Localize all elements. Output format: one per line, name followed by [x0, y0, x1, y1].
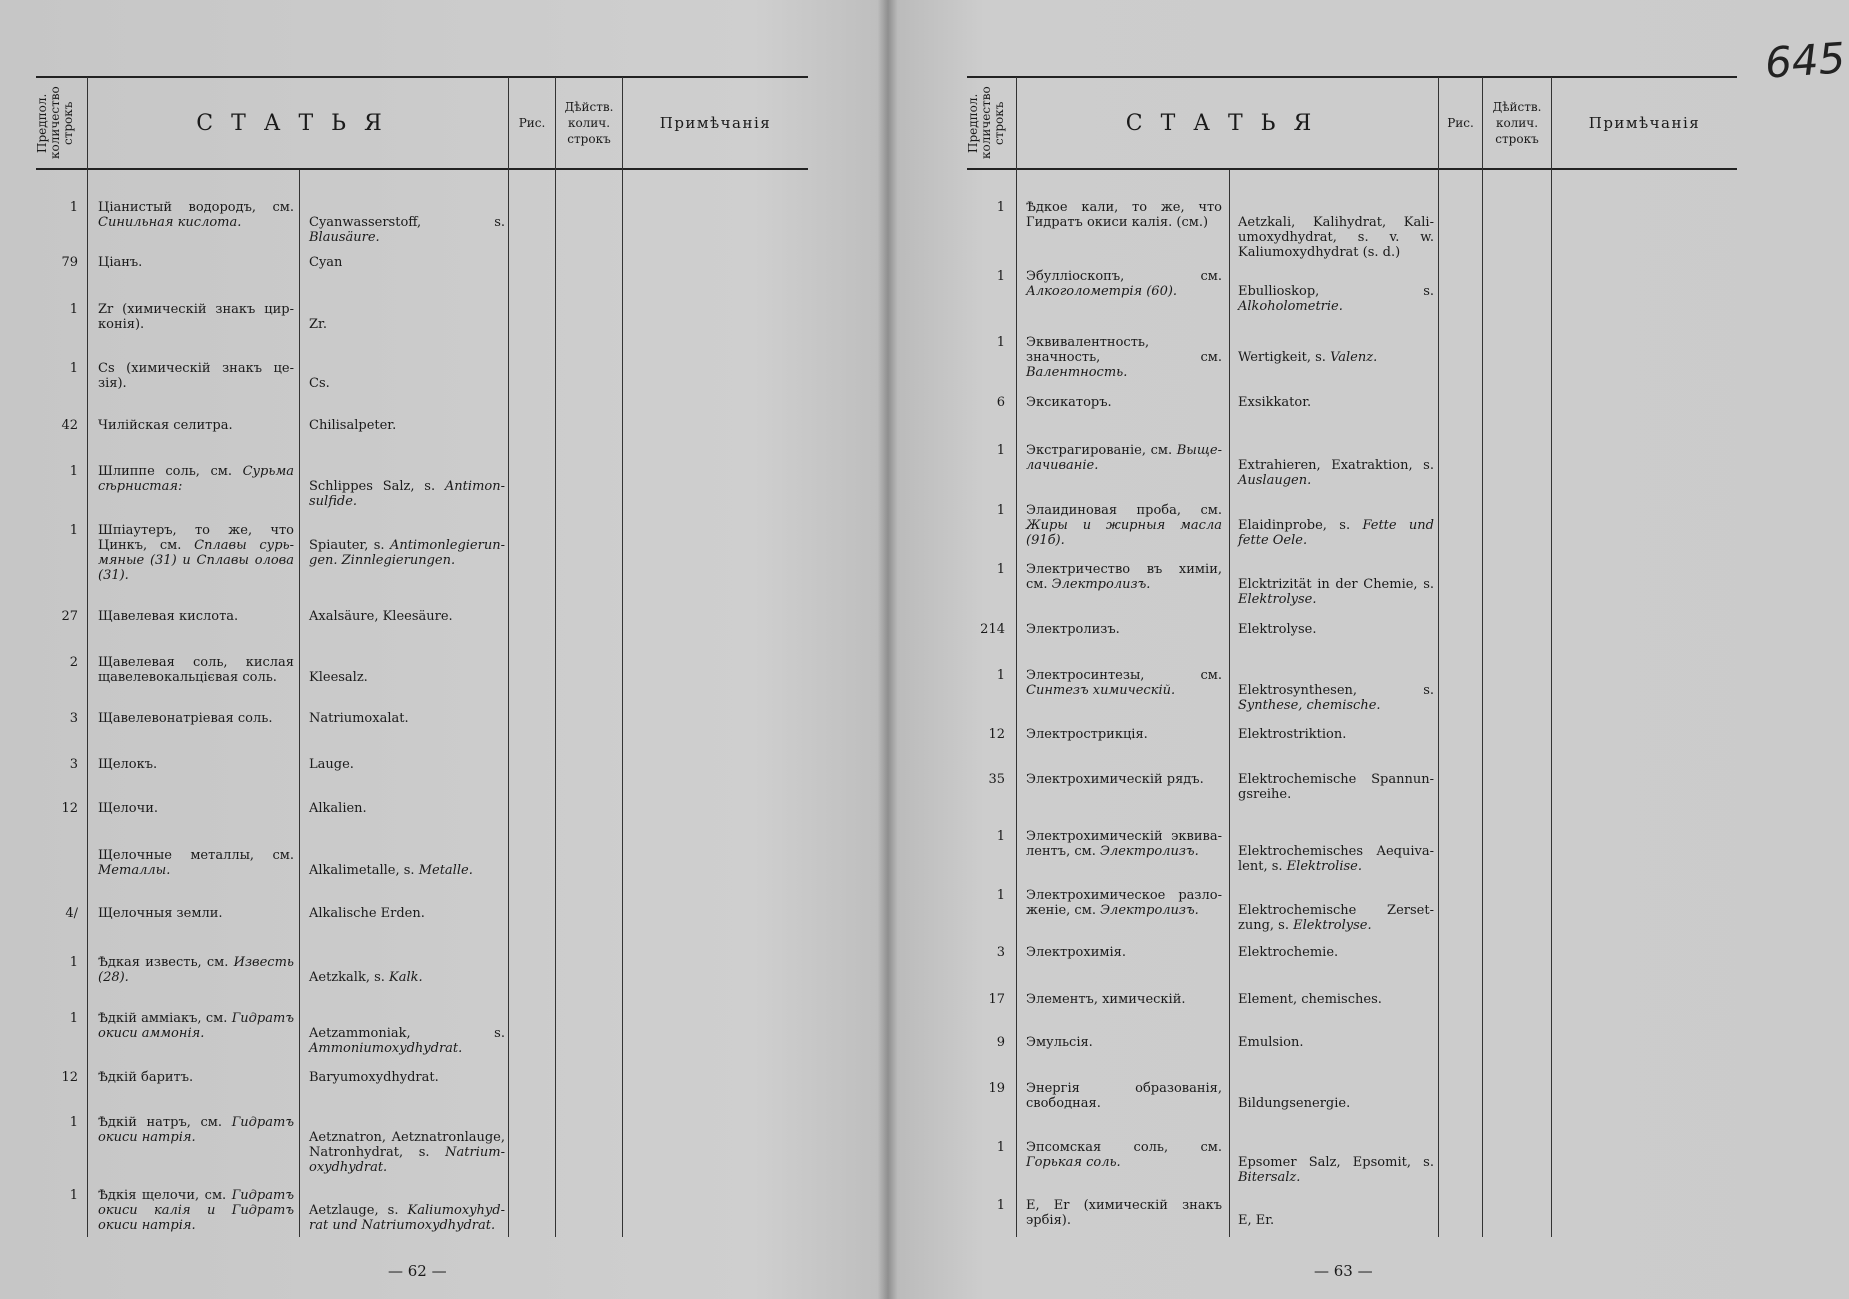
article-german — [1238, 284, 1434, 314]
article-russian — [98, 200, 294, 230]
article-german — [309, 711, 505, 726]
article-german — [1238, 622, 1434, 637]
column-divider — [555, 77, 556, 1237]
article-german-text: Extrahieren, Exatraktion, s. — [1238, 458, 1434, 473]
article-german — [309, 1070, 505, 1085]
article-german-text: Cyanwasserstoff, s. — [309, 215, 505, 230]
article-german-text: Element, chemisches. — [1238, 992, 1382, 1007]
header-bottom-rule — [967, 168, 1737, 170]
article-german — [309, 1203, 505, 1233]
line-count: 42 — [61, 418, 78, 433]
article-russian — [1026, 829, 1222, 859]
article-german-text: Aetznatron, Aetznatronlauge, Natronhydrat, s. — [309, 1130, 505, 1160]
line-count: 1 — [996, 829, 1005, 844]
line-count: 1 — [69, 302, 78, 317]
article-german-text: Elektrochemische Spannungsreihe. — [1238, 772, 1434, 802]
article-german — [309, 215, 505, 245]
article-german — [1238, 1155, 1434, 1185]
article-german — [309, 863, 505, 878]
column-divider — [1551, 77, 1552, 1237]
line-count: 12 — [61, 1070, 78, 1085]
article-russian — [98, 801, 294, 816]
article-russian-reference: Горькая соль. — [1026, 1155, 1121, 1170]
line-count: 1 — [69, 464, 78, 479]
article-german-text: Kleesalz. — [309, 670, 368, 685]
line-count: 1 — [69, 1011, 78, 1026]
article-russian — [98, 523, 294, 583]
article-german-text: Alkalimetalle, s. — [309, 863, 415, 878]
article-german — [1238, 215, 1434, 260]
article-russian — [1026, 395, 1222, 410]
line-count: 3 — [996, 945, 1005, 960]
header-actual-count-column: Дѣйств. колич. строкъ — [564, 100, 614, 146]
column-divider — [1482, 77, 1483, 1237]
article-russian — [98, 361, 294, 391]
article-russian-text: Ѣдкій амміакъ, см. — [98, 1011, 228, 1026]
article-russian-text: Электрохимическій рядъ. — [1026, 772, 1204, 787]
article-russian-text: Zr (химическій знакъ цирконія). — [98, 302, 294, 332]
line-count: 1 — [69, 361, 78, 376]
article-russian-text: Ѣдкое кали, то же, что Гидратъ окиси калія. (см.) — [1026, 200, 1222, 230]
article-german-text: Baryumoxydhydrat. — [309, 1070, 439, 1085]
line-count: 35 — [988, 772, 1005, 787]
article-german-text: Zr. — [309, 317, 327, 332]
article-russian-text: Электрохимическій эквивалентъ, см. — [1026, 829, 1222, 859]
article-german-text: Elektrochemie. — [1238, 945, 1339, 960]
article-russian — [1026, 888, 1222, 918]
article-russian — [1026, 727, 1222, 742]
column-divider — [87, 77, 88, 1237]
article-russian — [1026, 335, 1222, 380]
article-russian-text: Ціанъ. — [98, 255, 143, 270]
article-russian-reference: Валентность. — [1026, 365, 1128, 380]
article-russian-text: Шпіаутеръ, то же, что Цинкъ, см. — [98, 523, 294, 553]
article-german-text: Cs. — [309, 376, 330, 391]
article-german — [309, 418, 505, 433]
article-german-reference: Antimonlegierungen. Zinnlegierungen. — [309, 538, 505, 568]
line-count: 12 — [988, 727, 1005, 742]
header-count-column: Предпол. количество строкъ — [35, 86, 75, 160]
article-german-reference: Valenz. — [1330, 350, 1378, 365]
article-russian-text: Щелокъ. — [98, 757, 158, 772]
article-german-reference: Natriumoxydhydrat. — [309, 1145, 505, 1175]
line-count: 2 — [69, 655, 78, 670]
line-count: 1 — [996, 562, 1005, 577]
article-russian-text: Эксикаторъ. — [1026, 395, 1112, 410]
article-german-text: Wertigkeit, s. — [1238, 350, 1326, 365]
article-german — [1238, 727, 1434, 742]
article-german — [309, 317, 505, 332]
article-russian — [98, 711, 294, 726]
article-russian — [98, 464, 294, 494]
article-german-text: Spiauter, s. — [309, 538, 385, 553]
article-german-reference: Kalk. — [389, 970, 423, 985]
article-russian-reference: Сплавы сурьмяные (31) и Сплавы олова (31). — [98, 538, 294, 583]
article-german-reference: Fette und fette Oele. — [1238, 518, 1434, 548]
line-count: 1 — [996, 888, 1005, 903]
header-article-column: СТАТЬЯ — [196, 110, 400, 136]
article-russian — [1026, 443, 1222, 473]
article-russian — [1026, 772, 1222, 787]
article-russian-text: Электрохимическое разложеніе, см. — [1026, 888, 1222, 918]
article-russian — [1026, 1081, 1222, 1111]
article-german-text: Elektrostriktion. — [1238, 727, 1347, 742]
header-article-column: СТАТЬЯ — [1125, 110, 1330, 136]
article-russian-text: Эпсомская соль, см. — [1026, 1140, 1222, 1155]
article-german-text: Emulsion. — [1238, 1035, 1304, 1050]
header-figure-column: Рис. — [1447, 116, 1474, 130]
article-russian-text: Cs (химическій знакъ цезія). — [98, 361, 294, 391]
article-german — [309, 538, 505, 568]
line-count: 12 — [61, 801, 78, 816]
article-russian — [1026, 668, 1222, 698]
article-german-text: Chilisalpeter. — [309, 418, 397, 433]
article-german-reference: Elektrolyse. — [1238, 592, 1317, 607]
article-russian-text: Элементъ, химическій. — [1026, 992, 1186, 1007]
line-count: 79 — [61, 255, 78, 270]
article-german-text: Aetzkalk, s. — [309, 970, 385, 985]
line-count: 1 — [996, 1140, 1005, 1155]
article-russian — [98, 906, 294, 921]
line-count: 17 — [988, 992, 1005, 1007]
article-russian — [1026, 200, 1222, 230]
column-divider — [1438, 77, 1439, 1237]
article-german — [1238, 945, 1434, 960]
article-german-text: Elektrosynthesen, s. — [1238, 683, 1434, 698]
article-russian-reference: Металлы. — [98, 863, 171, 878]
header-notes-column: Примѣчанія — [659, 114, 772, 132]
article-german — [309, 1026, 505, 1056]
article-german-reference: Bitersalz. — [1238, 1170, 1301, 1185]
article-russian-text: Элаидиновая проба, см. — [1026, 503, 1222, 518]
article-russian-reference: Известь (28). — [98, 955, 294, 985]
article-german-reference: Alkoholometrie. — [1238, 299, 1343, 314]
header-count-column: Предпол. количество строкъ — [966, 86, 1006, 160]
article-russian — [1026, 269, 1222, 299]
article-russian-text: Щелочи. — [98, 801, 159, 816]
article-russian — [1026, 622, 1222, 637]
handwritten-number: 645 — [1763, 33, 1847, 88]
article-german-reference: Ammoniumoxydhydrat. — [309, 1041, 463, 1056]
article-russian-text: Щавелевая кислота. — [98, 609, 239, 624]
header-actual-count-column: Дѣйств. колич. строкъ — [1492, 100, 1542, 146]
header-notes-column: Примѣчанія — [1588, 114, 1701, 132]
article-russian-text: Ѣдкій натръ, см. — [98, 1115, 223, 1130]
article-russian-reference: Жиры и жирныя масла (91б). — [1026, 518, 1222, 548]
article-german — [1238, 992, 1434, 1007]
article-german-text: Cyan — [309, 255, 343, 270]
article-russian — [1026, 503, 1222, 548]
line-count: 1 — [996, 200, 1005, 215]
article-german — [1238, 458, 1434, 488]
article-german-text: Elektrochemische Zersetzung, s. — [1238, 903, 1434, 933]
article-russian — [1026, 1035, 1222, 1050]
article-russian-text: Шлиппе соль, см. — [98, 464, 232, 479]
line-count: 1 — [996, 443, 1005, 458]
line-count: 1 — [69, 200, 78, 215]
article-german-text: Elcktrizität in der Chemie, s. — [1238, 577, 1434, 592]
line-count: 1 — [996, 269, 1005, 284]
article-german — [309, 970, 505, 985]
line-count: 4/ — [65, 906, 78, 921]
page-number-right: — 63 — — [1314, 1262, 1373, 1280]
article-german-reference: Antimonsulfide. — [309, 479, 505, 509]
line-count: 1 — [69, 955, 78, 970]
article-german — [1238, 683, 1434, 713]
article-russian-text: Ѣдкія щелочи, см. — [98, 1188, 227, 1203]
article-russian-text: Ѣдкій баритъ. — [98, 1070, 194, 1085]
article-russian-text: Электролизъ. — [1026, 622, 1120, 637]
left-page — [0, 0, 888, 1299]
article-russian — [1026, 562, 1222, 592]
article-russian — [98, 1011, 294, 1041]
article-german — [1238, 844, 1434, 874]
article-german — [309, 757, 505, 772]
column-divider — [299, 170, 300, 1237]
article-russian-reference: Сурьма сѣрнистая: — [98, 464, 294, 494]
article-german-text: Schlippes Salz, s. — [309, 479, 436, 494]
line-count: 1 — [996, 668, 1005, 683]
article-german-reference: Blausäure. — [309, 230, 380, 245]
article-german-reference: Metalle. — [418, 863, 473, 878]
line-count: 9 — [996, 1035, 1005, 1050]
article-german-reference: Synthese, chemische. — [1238, 698, 1381, 713]
article-russian-reference: Гидратъ окиси аммонія. — [98, 1011, 294, 1041]
page-number-left: — 62 — — [388, 1262, 447, 1280]
line-count: 27 — [61, 609, 78, 624]
article-russian — [98, 302, 294, 332]
article-german-text: Axalsäure, Kleesäure. — [309, 609, 453, 624]
article-russian-text: Чилійская селитра. — [98, 418, 233, 433]
line-count: 1 — [69, 523, 78, 538]
article-russian-text: Электрохимія. — [1026, 945, 1126, 960]
article-german — [1238, 518, 1434, 548]
column-divider — [508, 77, 509, 1237]
article-russian — [98, 609, 294, 624]
book-gutter — [878, 0, 898, 1299]
line-count: 1 — [996, 503, 1005, 518]
article-russian-reference: Электролизъ. — [1100, 844, 1199, 859]
article-russian-reference: Синильная кислота. — [98, 215, 242, 230]
article-russian — [1026, 1198, 1222, 1228]
article-russian-text: Ціанистый водородъ, см. — [98, 200, 294, 215]
line-count: 1 — [996, 1198, 1005, 1213]
article-german-text: E, Er. — [1238, 1213, 1275, 1228]
article-german-text: Exsikkator. — [1238, 395, 1312, 410]
article-german-text: Elaidinprobe, s. — [1238, 518, 1351, 533]
line-count: 19 — [988, 1081, 1005, 1096]
article-russian-reference: Гидратъ окиси калія и Гидратъ окиси натрія. — [98, 1188, 294, 1233]
article-german — [309, 255, 505, 270]
article-german — [1238, 1213, 1434, 1228]
article-german — [1238, 903, 1434, 933]
article-german — [1238, 395, 1434, 410]
article-german — [309, 906, 505, 921]
article-russian — [1026, 992, 1222, 1007]
article-german-text: Alkalien. — [309, 801, 367, 816]
article-russian — [98, 848, 294, 878]
article-german-reference: Auslaugen. — [1238, 473, 1312, 488]
article-russian — [98, 1070, 294, 1085]
article-german-text: Aetzammoniak, s. — [309, 1026, 505, 1041]
line-count: 6 — [996, 395, 1005, 410]
article-german — [309, 376, 505, 391]
article-russian-text: Энергія образованія, свободная. — [1026, 1081, 1222, 1111]
article-russian — [1026, 945, 1222, 960]
article-russian — [98, 418, 294, 433]
article-russian-text: E, Er (химическій знакъ эрбія). — [1026, 1198, 1222, 1228]
article-russian — [1026, 1140, 1222, 1170]
line-count: 3 — [69, 757, 78, 772]
article-russian-text: Электросинтезы, см. — [1026, 668, 1222, 683]
article-german-text: Ebullioskop, s. — [1238, 284, 1434, 299]
article-german — [309, 609, 505, 624]
article-russian-text: Экстрагированіе, см. — [1026, 443, 1173, 458]
article-german-text: Elektrolyse. — [1238, 622, 1317, 637]
article-german — [1238, 1096, 1434, 1111]
header-bottom-rule — [36, 168, 808, 170]
article-german-reference: Kaliumoxyhydrat und Natriumoxydhydrat. — [309, 1203, 505, 1233]
article-russian-text: Щавелевонатріевая соль. — [98, 711, 273, 726]
article-russian-text: Электрострикція. — [1026, 727, 1148, 742]
article-russian — [98, 955, 294, 985]
line-count: 1 — [69, 1188, 78, 1203]
article-german — [309, 479, 505, 509]
article-russian-text: Эбулліоскопъ, см. — [1026, 269, 1222, 284]
header-figure-column: Рис. — [518, 116, 546, 130]
article-german-text: Natriumoxalat. — [309, 711, 409, 726]
article-german-text: Lauge. — [309, 757, 354, 772]
article-german-text: Aetzkali, Kalihydrat, Kaliumoxydhydrat, s. v. w. Kaliumoxydhydrat (s. d.) — [1238, 215, 1434, 260]
article-russian-text: Эквивалентность, значность, см. — [1026, 335, 1222, 365]
article-german-reference: Elektrolise. — [1286, 859, 1362, 874]
article-russian-text: Ѣдкая известь, см. — [98, 955, 229, 970]
article-russian-reference: Гидратъ окиси натрія. — [98, 1115, 294, 1145]
article-german-text: Bildungsenergie. — [1238, 1096, 1351, 1111]
article-russian-reference: Алкоголометрія (60). — [1026, 284, 1178, 299]
article-russian — [98, 757, 294, 772]
article-german — [309, 1130, 505, 1175]
column-divider — [622, 77, 623, 1237]
article-german-text: Aetzlauge, s. — [309, 1203, 399, 1218]
line-count: 1 — [996, 335, 1005, 350]
article-russian-text: Щелочные металлы, см. — [98, 848, 294, 863]
article-russian-text: Эмульсія. — [1026, 1035, 1093, 1050]
article-russian — [98, 255, 294, 270]
article-russian — [98, 1188, 294, 1233]
line-count: 1 — [69, 1115, 78, 1130]
line-count: 214 — [980, 622, 1005, 637]
article-russian-reference: Синтезъ химическій. — [1026, 683, 1176, 698]
article-russian-text: Щавелевая соль, кислая щавелевокальцієвая соль. — [98, 655, 294, 685]
article-german-text: Alkalische Erden. — [309, 906, 425, 921]
article-german — [309, 670, 505, 685]
article-german — [1238, 350, 1434, 365]
article-russian-reference: Выщелачиваніе. — [1026, 443, 1222, 473]
article-german — [1238, 577, 1434, 607]
article-german-text: Elektrochemisches Aequivalent, s. — [1238, 844, 1434, 874]
article-german — [309, 801, 505, 816]
article-russian-text: Электричество въ химіи, см. — [1026, 562, 1222, 592]
article-russian — [98, 1115, 294, 1145]
column-divider — [1016, 77, 1017, 1237]
column-divider — [1229, 170, 1230, 1237]
article-german — [1238, 1035, 1434, 1050]
article-german-reference: Elektrolyse. — [1293, 918, 1372, 933]
article-german-text: Epsomer Salz, Epsomit, s. — [1238, 1155, 1434, 1170]
line-count: 3 — [69, 711, 78, 726]
article-russian-reference: Электролизъ. — [1100, 903, 1199, 918]
article-russian — [98, 655, 294, 685]
article-russian-text: Щелочныя земли. — [98, 906, 223, 921]
article-russian-reference: Электролизъ. — [1051, 577, 1151, 592]
article-german — [1238, 772, 1434, 802]
